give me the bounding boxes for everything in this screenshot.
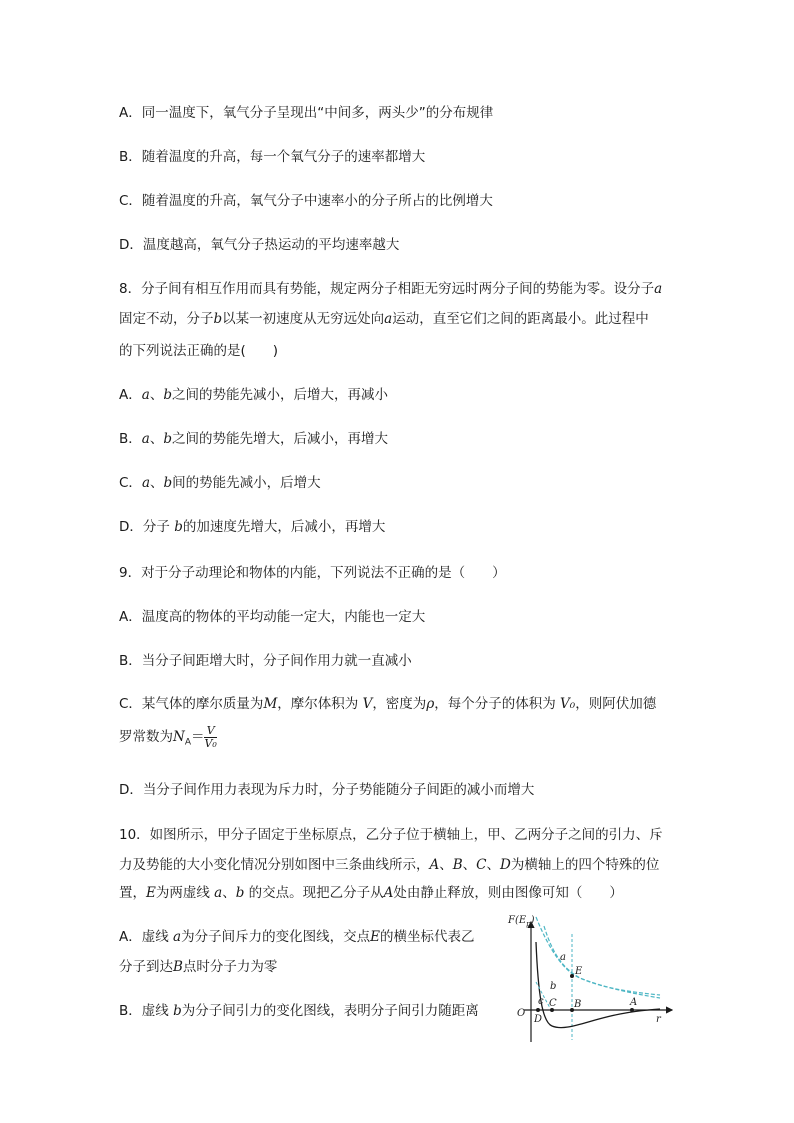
q8-option-b	[119, 429, 388, 449]
q9-var: N	[173, 729, 185, 745]
option-text: 点时分子力为零	[182, 959, 278, 975]
q10-stem-line-2	[119, 855, 659, 875]
q8-var: b	[163, 475, 173, 491]
option-text: 罗常数为	[119, 729, 173, 745]
option-text: ，摩尔体积为	[277, 696, 363, 712]
q9-var: V₀	[560, 696, 576, 712]
q7-option-d: D．温度越高，氧气分子热运动的平均速率越大	[119, 237, 400, 253]
q9-sub: A	[184, 737, 191, 748]
option-text: 为分子间斥力的变化图线，交点	[181, 929, 371, 945]
option-text: ，每个分子的体积为	[434, 696, 561, 712]
option-text: 间的势能先减小，后增大	[172, 475, 321, 491]
label-c: c	[538, 996, 544, 1007]
q10-text: 、	[462, 857, 477, 873]
q10-var: B	[173, 959, 183, 975]
option-text: 之间的势能先增大，后减小，再增大	[171, 431, 388, 447]
q10-text: 为横轴上的四个特殊的位	[510, 857, 660, 873]
q10-text: 、	[222, 885, 236, 901]
q10-var: E	[370, 929, 380, 945]
q9-stem: 9．对于分子动理论和物体的内能，下列说法不正确的是（ ）	[119, 565, 506, 581]
q9-option-d: D．当分子间作用力表现为斥力时，分子势能随分子间距的减小而增大	[119, 782, 535, 798]
q8-stem-line-1	[119, 279, 662, 299]
option-text: ，则阿伏加德	[575, 696, 657, 712]
q9-option-b: B．当分子间距增大时，分子间作用力就一直减小	[119, 653, 412, 669]
option-text: A．虚线	[119, 929, 174, 945]
q8-var: a	[141, 475, 150, 491]
label-a: a	[560, 952, 566, 963]
q8-stem-text: 运动，直至它们之间的距离最小。此过程中	[392, 311, 649, 327]
q10-text: 处由静止释放，则由图像可知（ ）	[393, 885, 623, 901]
point-E	[570, 974, 574, 978]
label-C: C	[549, 998, 557, 1009]
option-prefix: B．	[119, 431, 142, 447]
q8-var: a	[654, 281, 663, 297]
q10-var: b	[173, 1003, 182, 1019]
option-text: 的加速度先增大，后减小，再增大	[182, 519, 386, 535]
option-text: ，密度为	[372, 696, 427, 712]
option-text: 之间的势能先减小，后增大，再减小	[171, 387, 388, 403]
q8-stem-text: 8．分子间有相互作用而具有势能，规定两分子相距无穷远时两分子间的势能为零。设分子	[119, 281, 655, 297]
q10-stem-line-1: 10．如图所示，甲分子固定于坐标原点，乙分子位于横轴上，甲、乙两分子之间的引力、斥	[119, 827, 663, 843]
q8-var: a	[141, 387, 150, 403]
option-text: B．虚线	[119, 1003, 174, 1019]
q10-text: 力及势能的大小变化情况分别如图中三条曲线所示，	[119, 857, 430, 873]
q10-option-a-line-1	[119, 927, 474, 947]
x-axis-label: r	[656, 1014, 661, 1025]
q8-option-c	[119, 473, 321, 493]
q7-option-b: B．随着温度的升高，每一个氧气分子的速率都增大	[119, 149, 426, 165]
q9-option-c-line-2	[119, 722, 217, 758]
y-axis-label: $F(E_p)$	[508, 915, 535, 928]
option-text: C．某气体的摩尔质量为	[119, 696, 264, 712]
origin-label: O	[517, 1008, 526, 1019]
option-sep: 、	[150, 475, 164, 491]
option-text: 为分子间引力的变化图线，表明分子间引力随距离	[181, 1003, 479, 1019]
molecular-force-graph	[510, 912, 680, 1047]
fraction-denominator: V₀	[204, 736, 217, 750]
q8-stem-line-3: 的下列说法正确的是( )	[119, 343, 279, 359]
q10-option-b-line-1	[119, 1001, 479, 1021]
label-E: E	[575, 966, 583, 977]
q8-var: a	[384, 311, 393, 327]
option-text: ＝	[190, 729, 205, 745]
option-text: 的横坐标代表乙	[379, 929, 475, 945]
q8-stem-text: 以某一初速度从无穷远处向	[222, 311, 385, 327]
label-B: B	[574, 999, 582, 1010]
q10-text: 为两虚线	[155, 885, 215, 901]
option-sep: 、	[149, 431, 164, 447]
q10-option-a-line-2	[119, 957, 277, 977]
q10-var: A	[383, 885, 394, 901]
q10-var: B	[452, 857, 463, 873]
q8-var: b	[213, 311, 223, 327]
q7-option-a: A．同一温度下，氧气分子呈现出“中间多，两头少”的分布规律	[119, 105, 494, 121]
q7-option-c: C．随着温度的升高，氧气分子中速率小的分子所占的比例增大	[119, 193, 493, 209]
q10-var: C	[476, 857, 487, 873]
q10-var: A	[429, 857, 440, 873]
label-D: D	[534, 1014, 543, 1025]
q10-text: 、	[439, 857, 453, 873]
q8-var: b	[163, 431, 172, 447]
label-b: b	[550, 981, 557, 992]
option-prefix: C．	[119, 475, 142, 491]
q9-var: M	[263, 696, 278, 712]
q9-var: ρ	[426, 696, 435, 712]
q8-stem-text: 固定不动，分子	[119, 311, 214, 327]
q8-option-a	[119, 385, 388, 405]
q8-var: b	[174, 519, 183, 535]
q10-text: 的交点。现把乙分子从	[244, 885, 384, 901]
q9-option-c-line-1	[119, 694, 656, 714]
q9-option-a: A．温度高的物体的平均动能一定大，内能也一定大	[119, 609, 426, 625]
point-A	[630, 1008, 634, 1012]
q10-var: b	[235, 885, 245, 901]
q10-var: a	[173, 929, 182, 945]
label-A: A	[630, 997, 638, 1008]
q10-var: E	[146, 885, 156, 901]
q10-stem-line-3	[119, 883, 623, 903]
q10-var: D	[500, 857, 511, 873]
q10-text: 、	[486, 857, 501, 873]
q8-stem-line-2	[119, 309, 649, 329]
option-sep: 、	[149, 387, 164, 403]
option-prefix: A．	[119, 387, 142, 403]
option-text: 分子到达	[119, 959, 173, 975]
q9-var: V	[362, 696, 373, 712]
q10-text: 置，	[119, 885, 146, 901]
fraction-numerator: V	[204, 725, 216, 738]
q9-fraction	[204, 725, 216, 750]
point-D	[536, 1008, 540, 1012]
q8-option-d	[119, 517, 385, 537]
q8-var: b	[163, 387, 172, 403]
q10-var: a	[214, 885, 223, 901]
option-prefix: D．分子	[119, 519, 175, 535]
q8-var: a	[141, 431, 150, 447]
